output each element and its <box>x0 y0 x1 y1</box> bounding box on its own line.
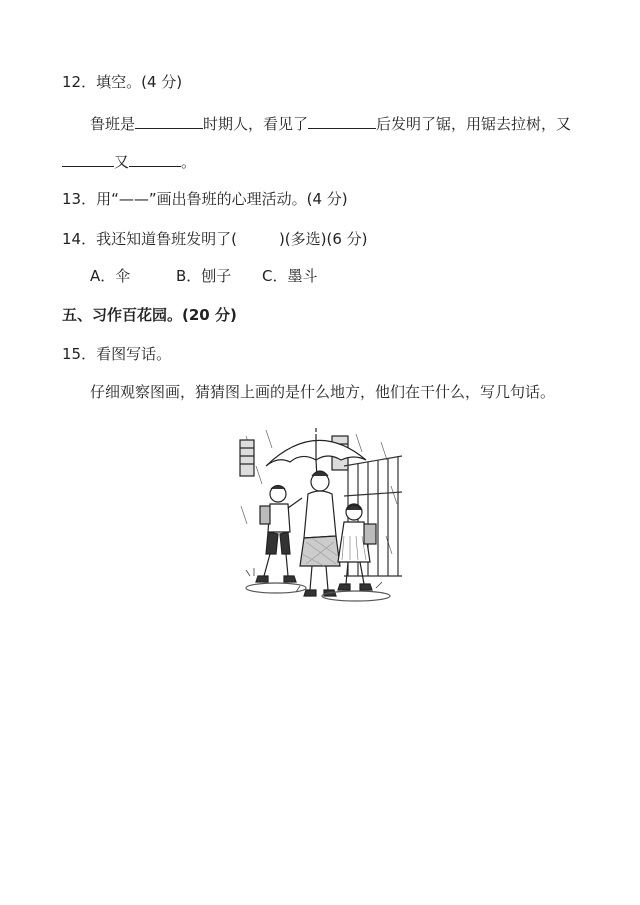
q12-sentence-line2 <box>62 150 196 172</box>
q12-text-part3: 后发明了锯，用锯去拉树，又 <box>376 115 572 133</box>
q14-title-a: 14．我还知道鲁班发明了( <box>62 230 237 248</box>
q12-blank-3[interactable] <box>62 150 114 167</box>
q14-title-b: )(多选)(6 分) <box>278 230 368 248</box>
q12-text-part4: 又 <box>114 153 130 171</box>
q12-title: 12．填空。(4 分) <box>62 73 183 91</box>
q14-option-a[interactable]: A．伞 <box>90 267 131 285</box>
q14-answer-slot[interactable] <box>237 228 279 244</box>
q12-blank-2[interactable] <box>308 112 376 129</box>
q12-text-part1: 鲁班是 <box>90 115 136 133</box>
q13-title: 13．用“——”画出鲁班的心理活动。(4 分) <box>62 190 348 208</box>
q12-text-part2: 时期人，看见了 <box>203 115 309 133</box>
q15-title: 15．看图写话。 <box>62 345 172 363</box>
rainy-day-umbrella-illustration <box>236 426 402 604</box>
q12-sentence-line1 <box>90 112 571 134</box>
q14-option-c[interactable]: C．墨斗 <box>262 267 318 285</box>
q14-title <box>62 228 368 249</box>
q12-text-part5: 。 <box>181 153 197 171</box>
q15-prompt: 仔细观察图画，猜猜图上画的是什么地方，他们在干什么，写几句话。 <box>90 383 556 401</box>
q14-option-b[interactable]: B．刨子 <box>176 267 232 285</box>
q12-blank-1[interactable] <box>135 112 203 129</box>
q12-blank-4[interactable] <box>129 150 181 167</box>
section5-title: 五、习作百花园。(20 分) <box>62 306 237 324</box>
